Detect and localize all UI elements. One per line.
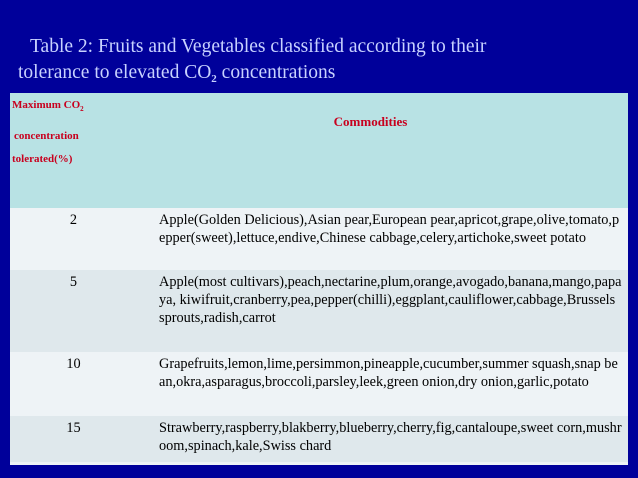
header-max-co2-line3: tolerated(%) [12, 153, 73, 165]
co2-level-cell: 5 [10, 270, 147, 352]
header-max-co2-line1: Maximum $CO_2$ [12, 99, 84, 113]
co2-tolerance-table-container [10, 93, 628, 465]
table-row [10, 208, 628, 270]
co2-level-cell: 2 [10, 208, 147, 270]
slide-title [18, 34, 618, 92]
table-row [10, 352, 628, 416]
header-cell-max-co2 [10, 93, 147, 208]
header-co2-subscript: 2 [80, 105, 84, 113]
commodities-cell: Grapefruits,lemon,lime,persimmon,pineapple,cucumber,summer squash,snap bean,okra,asparagus,broccoli,parsley,leek,green onion,dry onion,garlic,potato [147, 352, 628, 416]
title-line-2-prefix: tolerance to elevated CO [18, 62, 212, 83]
header-commodities: Commodities [333, 114, 408, 129]
co2-tolerance-table [10, 93, 628, 462]
commodities-cell: Apple(most cultivars),peach,nectarine,plum,orange,avogado,banana,mango,papaya, kiwifruit,cranberry,pea,pepper(chilli),eggplant,cauliflower,cabbage,Brussels sprouts,radish,carrot [147, 270, 628, 352]
commodities-cell: Apple(Golden Delicious),Asian pear,European pear,apricot,grape,olive,tomato,pepper(sweet),lettuce,endive,Chinese cabbage,celery,artichoke,sweet potato [147, 208, 628, 270]
co2-level-cell: 15 [10, 416, 147, 462]
title-co2-subscript: 2 [211, 73, 217, 85]
title-line-2-suffix: concentrations [216, 62, 336, 83]
co2-level-cell: 10 [10, 352, 147, 416]
commodities-cell: Strawberry,raspberry,blakberry,blueberry,cherry,fig,cantaloupe,sweet corn,mushroom,spinach,kale,Swiss chard [147, 416, 628, 462]
title-line-1: Table 2: Fruits and Vegetables classified according to their [30, 36, 487, 57]
title-line-2 [18, 60, 618, 92]
table-header-row [10, 93, 628, 208]
table-row [10, 416, 628, 462]
table-row [10, 270, 628, 352]
header-max-co2-line2: concentration [14, 130, 79, 142]
header-cell-commodities [147, 93, 628, 208]
